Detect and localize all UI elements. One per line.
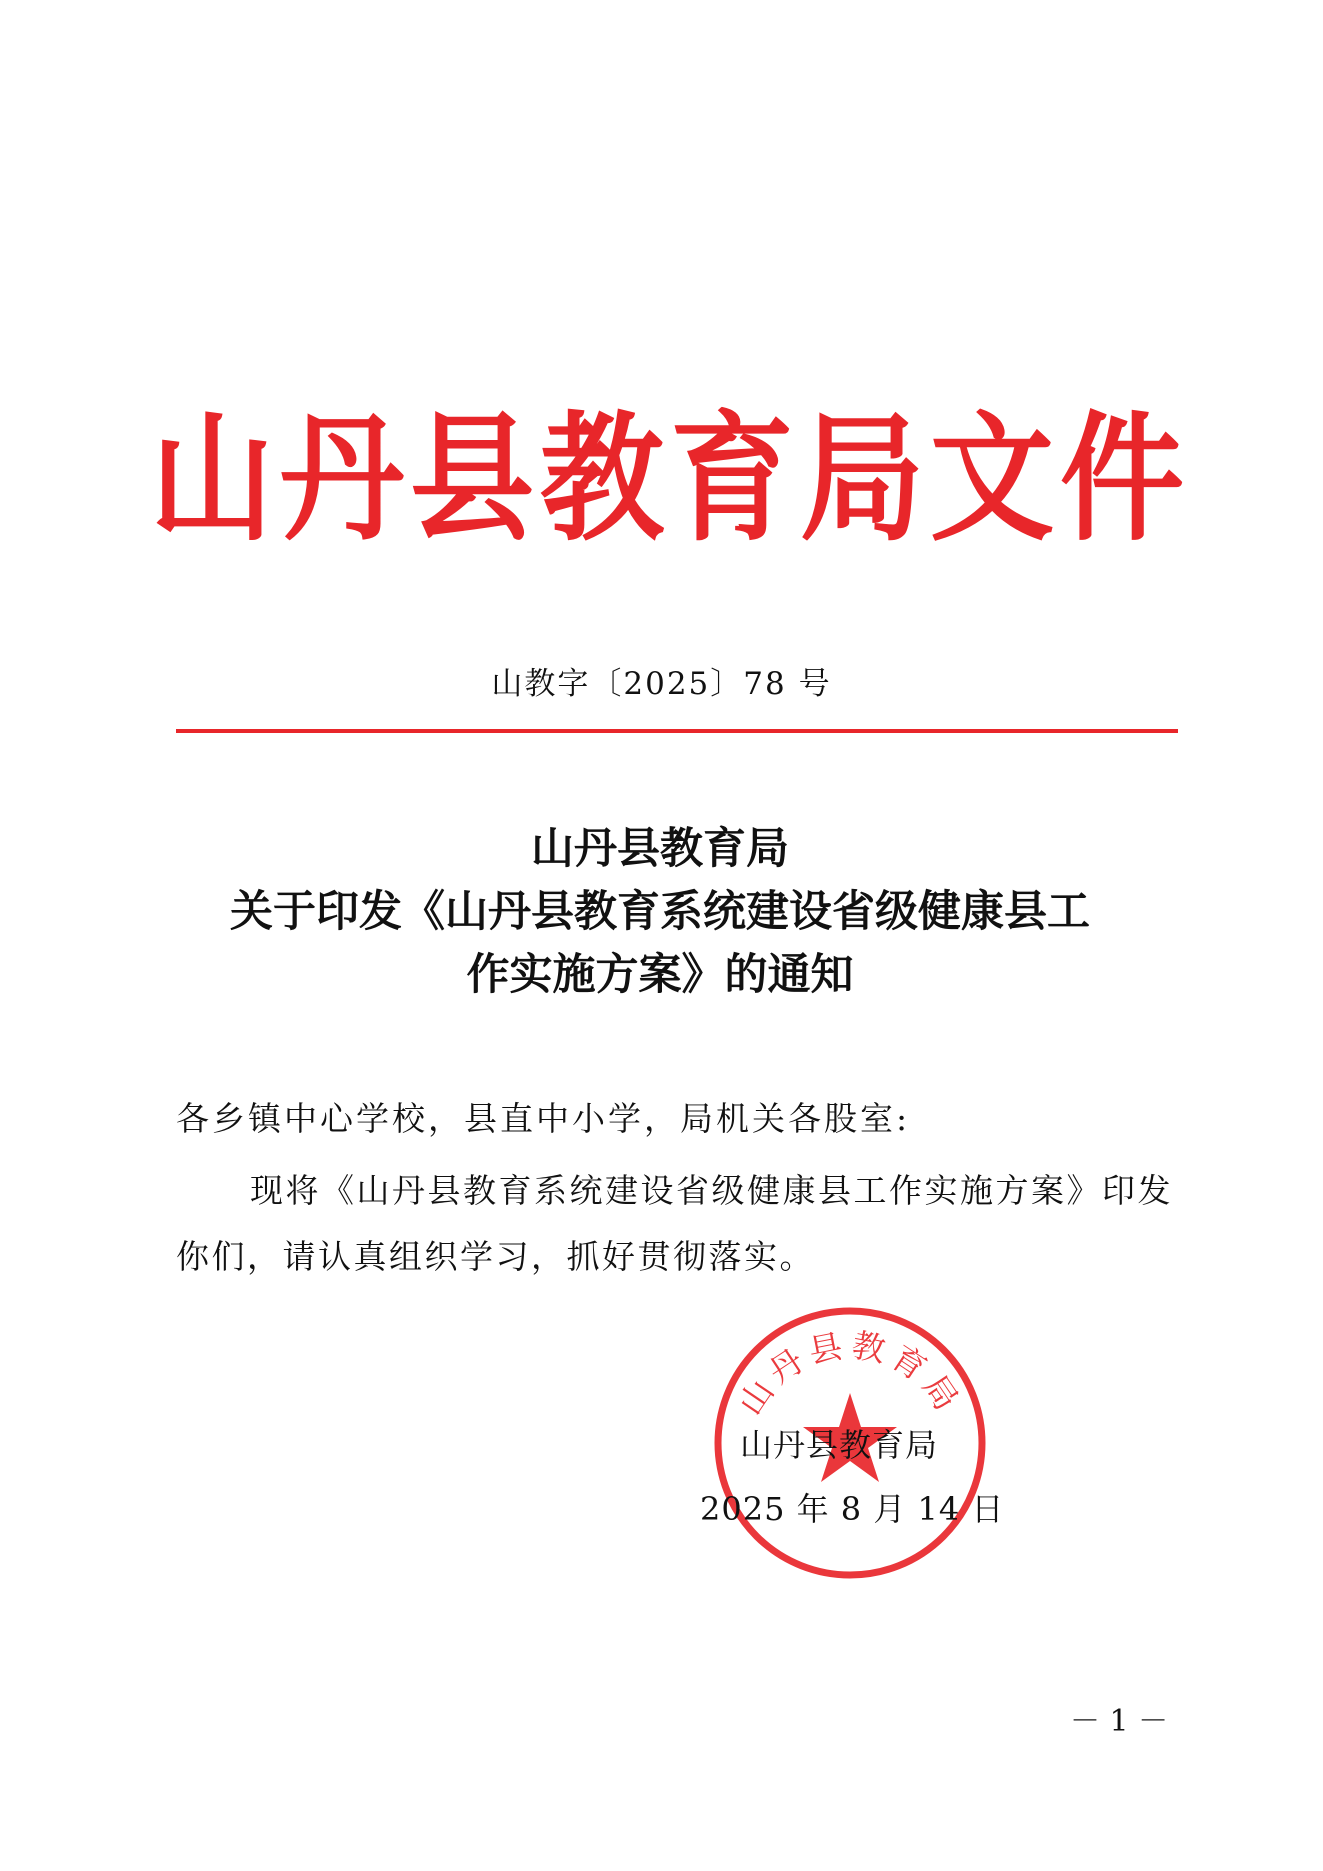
body-paragraph — [176, 1158, 1176, 1290]
title-line-3: 作实施方案》的通知 — [466, 950, 854, 1000]
signature-date: 2025 年 8 月 14 日 — [700, 1490, 1005, 1528]
body-line-1: 现将《山丹县教育系统建设省级健康县工作实施方案》印发 — [250, 1171, 1173, 1210]
body-line-2: 你们，请认真组织学习，抓好贯彻落实。 — [176, 1237, 815, 1276]
page-number: － 1 － — [1070, 1704, 1169, 1739]
document-title — [160, 818, 1160, 1007]
seal-text: 山丹县教育局 — [730, 1325, 970, 1422]
title-line-2: 关于印发《山丹县教育系统建设省级健康县工 — [230, 887, 1090, 937]
document-number: 山教字〔2025〕78 号 — [491, 666, 832, 702]
red-divider — [176, 729, 1178, 733]
salutation: 各乡镇中心学校，县直中小学，局机关各股室: — [176, 1099, 911, 1138]
signature-organization: 山丹县教育局 — [740, 1426, 939, 1464]
title-line-1: 山丹县教育局 — [531, 824, 789, 874]
masthead-title: 山丹县教育局文件 — [150, 398, 1191, 561]
